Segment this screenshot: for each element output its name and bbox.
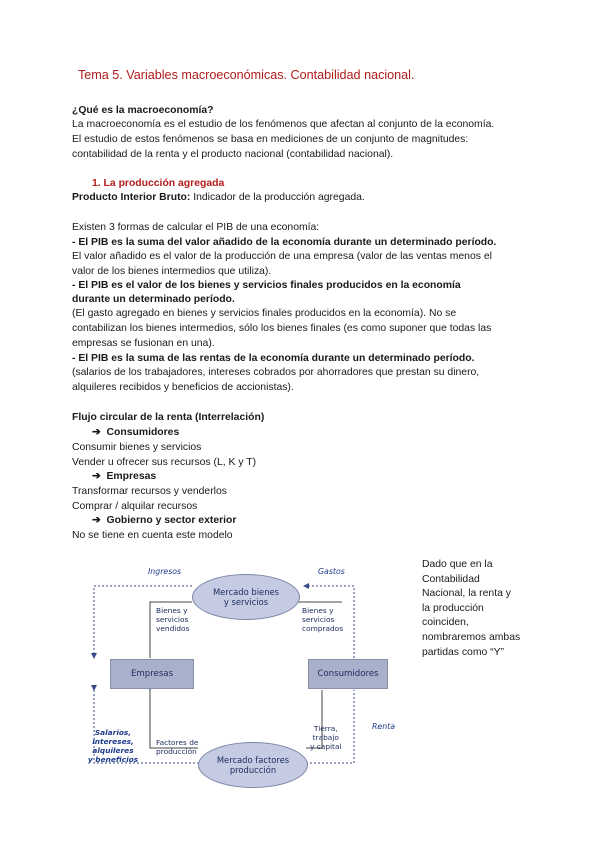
gastos-label: Gastos: [318, 567, 345, 576]
gobierno-item: [92, 514, 236, 526]
label-line: vendidos: [156, 624, 190, 633]
arrow-icon: ➔: [92, 427, 101, 438]
q1-line: El estudio de estos fenómenos se basa en mediciones de un conjunto de magnitudes:: [72, 134, 469, 145]
label-line: y beneficios: [87, 755, 139, 764]
form3-line: alquileres recibidos y beneficios de accionistas).: [72, 382, 294, 393]
label-line: producción: [156, 747, 197, 756]
empresas-label: Empresas: [106, 471, 157, 482]
label-line: alquileres: [92, 746, 134, 755]
mercado-factores-oval: [198, 742, 308, 788]
page-title: Tema 5. Variables macroeconómicas. Contabilidad nacional.: [78, 68, 415, 82]
side-note-line: Dado que en la: [422, 559, 493, 570]
label-line: Bienes y: [302, 606, 334, 615]
pib-label: Producto Interior Bruto:: [72, 192, 191, 203]
side-note-line: Nacional, la renta y: [422, 588, 511, 600]
bienes-vendidos-label: [156, 606, 189, 633]
form2-line: contabilizan los bienes intermedios, sólo los bienes finales (es como suponer que todas las: [72, 323, 492, 334]
oval-text: Mercado bienes: [212, 587, 280, 597]
pib-definition: [72, 191, 542, 206]
label-line: intereses,: [92, 737, 134, 746]
emp-line: Transformar recursos y venderlos: [72, 486, 227, 497]
pib-text: Indicador de la producción agregada.: [190, 192, 365, 203]
form1-line: valor de los bienes intermedios que utiliza).: [72, 266, 272, 277]
label-line: Salarios,: [94, 728, 132, 737]
form1-line: El valor añadido es el valor de la producción de una empresa (valor de las ventas menos el: [72, 251, 492, 262]
form2-line: empresas se fusionan en una).: [72, 338, 215, 349]
side-note-line: nombraremos ambas: [422, 631, 521, 643]
cons-line: Vender u ofrecer sus recursos (L, K y T): [72, 457, 257, 468]
section-heading: 1. La producción agregada: [92, 178, 225, 189]
gobierno-label: Gobierno y sector exterior: [106, 515, 237, 526]
oval-text: producción: [229, 765, 277, 775]
bienes-comprados-label: [302, 606, 343, 633]
oval-text: Mercado factores: [216, 755, 290, 765]
ingresos-label: Ingresos: [148, 567, 182, 576]
consumidores-label: Consumidores: [106, 427, 180, 438]
side-note-line: partidas como “Y”: [422, 646, 504, 658]
circular-flow-diagram: [82, 558, 400, 788]
label-line: Tierra,: [313, 724, 338, 733]
arrow-icon: ➔: [92, 471, 101, 482]
q1-heading: ¿Qué es la macroeconomía?: [72, 105, 214, 116]
renta-label: Renta: [372, 722, 395, 731]
label-line: Factores de: [156, 738, 199, 747]
consumidores-item: [92, 426, 179, 438]
empresas-item: [92, 470, 156, 482]
tierra-label: [310, 724, 342, 751]
forms-intro: Existen 3 formas de calcular el PIB de una economía:: [72, 222, 320, 233]
mercado-bienes-oval: [192, 574, 300, 620]
factores-label: [156, 738, 198, 756]
form3-title: - El PIB es la suma de las rentas de la economía durante un determinado período.: [72, 353, 475, 364]
salarios-label: [84, 728, 142, 764]
form2-title: - El PIB es el valor de los bienes y servicios finales producidos en la economía: [72, 280, 461, 291]
emp-line: Comprar / alquilar recursos: [72, 501, 198, 512]
label-line: comprados: [302, 624, 344, 633]
label-line: y capital: [310, 742, 342, 751]
form1-title: - El PIB es la suma del valor añadido de la economía durante un determinado período.: [72, 237, 497, 248]
empresas-box: Empresas: [110, 659, 194, 689]
gob-line: No se tiene en cuenta este modelo: [72, 530, 233, 541]
q1-line: La macroeconomía es el estudio de los fenómenos que afectan al conjunto de la economía.: [72, 119, 495, 130]
label-line: Bienes y: [156, 606, 188, 615]
arrow-icon: ➔: [92, 515, 101, 526]
oval-text: y servicios: [223, 597, 269, 607]
q1-line: contabilidad de la renta y el producto nacional (contabilidad nacional).: [72, 149, 394, 160]
label-line: servicios: [302, 615, 335, 624]
side-note-line: coinciden,: [422, 617, 469, 629]
side-note-line: Contabilidad: [422, 573, 480, 585]
flujo-heading: Flujo circular de la renta (Interrelación): [72, 412, 265, 423]
side-note-line: la producción: [422, 602, 484, 614]
form2-line: (El gasto agregado en bienes y servicios finales producidos en la economía). No se: [72, 308, 457, 319]
consumidores-box: Consumidores: [308, 659, 388, 689]
form2-title: durante un determinado período.: [72, 294, 235, 305]
cons-line: Consumir bienes y servicios: [72, 442, 202, 453]
label-line: servicios: [156, 615, 189, 624]
side-note: [422, 558, 542, 660]
form3-line: (salarios de los trabajadores, intereses cobrados por ahorradores que prestan su dinero,: [72, 367, 480, 378]
label-line: trabajo: [312, 733, 339, 742]
